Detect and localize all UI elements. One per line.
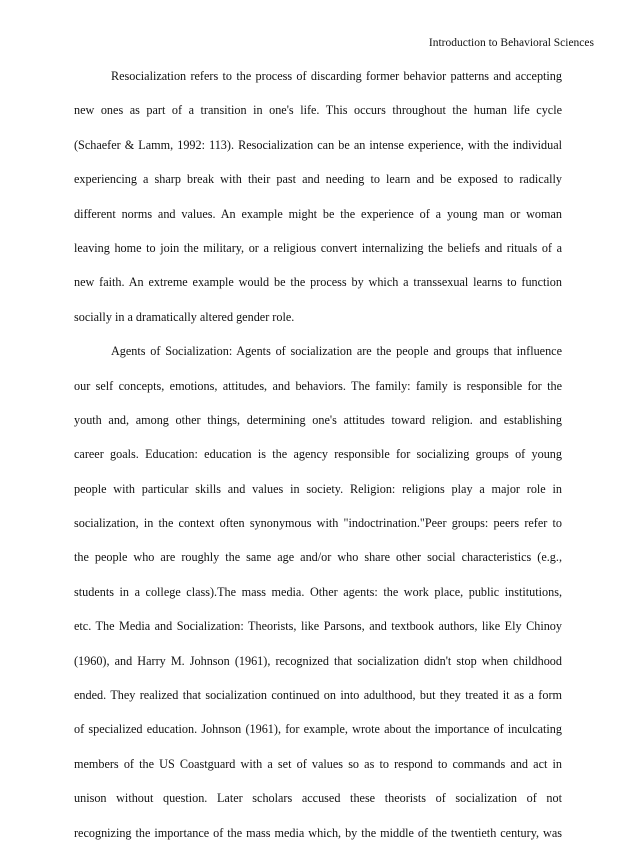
paragraph-2-line-2: our self concepts, emotions, attitudes, and behaviors. The family: family is responsible for the xyxy=(74,378,562,393)
paragraph-2-line-15: recognizing the importance of the mass media which, by the middle of the twentieth century, was xyxy=(74,825,562,840)
paragraph-2-line-8: students in a college class).The mass media. Other agents: the work place, public institutions, xyxy=(74,584,562,599)
paragraph-1-line-6: leaving home to join the military, or a religious convert internalizing the beliefs and rituals of a xyxy=(74,240,562,255)
paragraph-1-line-5: different norms and values. An example might be the experience of a young man or woman xyxy=(74,206,562,221)
paragraph-2-line-13: members of the US Coastguard with a set of values so as to respond to commands and act in xyxy=(74,756,562,771)
paragraph-2-line-7: the people who are roughly the same age and/or who share other social characteristics (e.g., xyxy=(74,550,562,565)
paragraph-1-line-3: (Schaefer & Lamm, 1992: 113). Resocialization can be an intense experience, with the individual xyxy=(74,137,562,152)
paragraph-2-line-10: (1960), and Harry M. Johnson (1961), recognized that socialization didn't stop when childhood xyxy=(74,653,562,668)
paragraph-2-line-11: ended. They realized that socialization continued on into adulthood, but they treated it as a form xyxy=(74,688,562,703)
paragraph-2-line-3: youth and, among other things, determining one's attitudes toward religion. and establishing xyxy=(74,412,562,427)
paragraph-1-line-4: experiencing a sharp break with their past and needing to learn and be exposed to radically xyxy=(74,172,562,187)
paragraph-1-line-2: new ones as part of a transition in one's life. This occurs throughout the human life cycle xyxy=(74,103,562,118)
paragraph-2-line-4: career goals. Education: education is the agency responsible for socializing groups of young xyxy=(74,447,562,462)
paragraph-2-line-6: socialization, in the context often synonymous with "indoctrination."Peer groups: peers refer to xyxy=(74,516,562,531)
body-text xyxy=(74,66,562,857)
running-head: Introduction to Behavioral Sciences xyxy=(428,37,594,49)
paragraph-2-line-12: of specialized education. Johnson (1961), for example, wrote about the importance of inculcating xyxy=(74,722,562,737)
paragraph-1-line-7: new faith. An extreme example would be the process by which a transsexual learns to function xyxy=(74,275,562,290)
paragraph-2-line-9: etc. The Media and Socialization: Theorists, like Parsons, and textbook authors, like Ely Chinoy xyxy=(74,619,562,634)
paragraph-2-line-1: Agents of Socialization: Agents of socialization are the people and groups that influence xyxy=(111,344,562,359)
paragraph-2-line-5: people with particular skills and values in society. Religion: religions play a major role in xyxy=(74,481,562,496)
paragraph-2-line-14: unison without question. Later scholars accused these theorists of socialization of not xyxy=(74,791,562,806)
paragraph-1-line-1: Resocialization refers to the process of discarding former behavior patterns and accepting xyxy=(111,69,562,83)
paragraph-1-line-8: socially in a dramatically altered gender role. xyxy=(74,309,295,324)
